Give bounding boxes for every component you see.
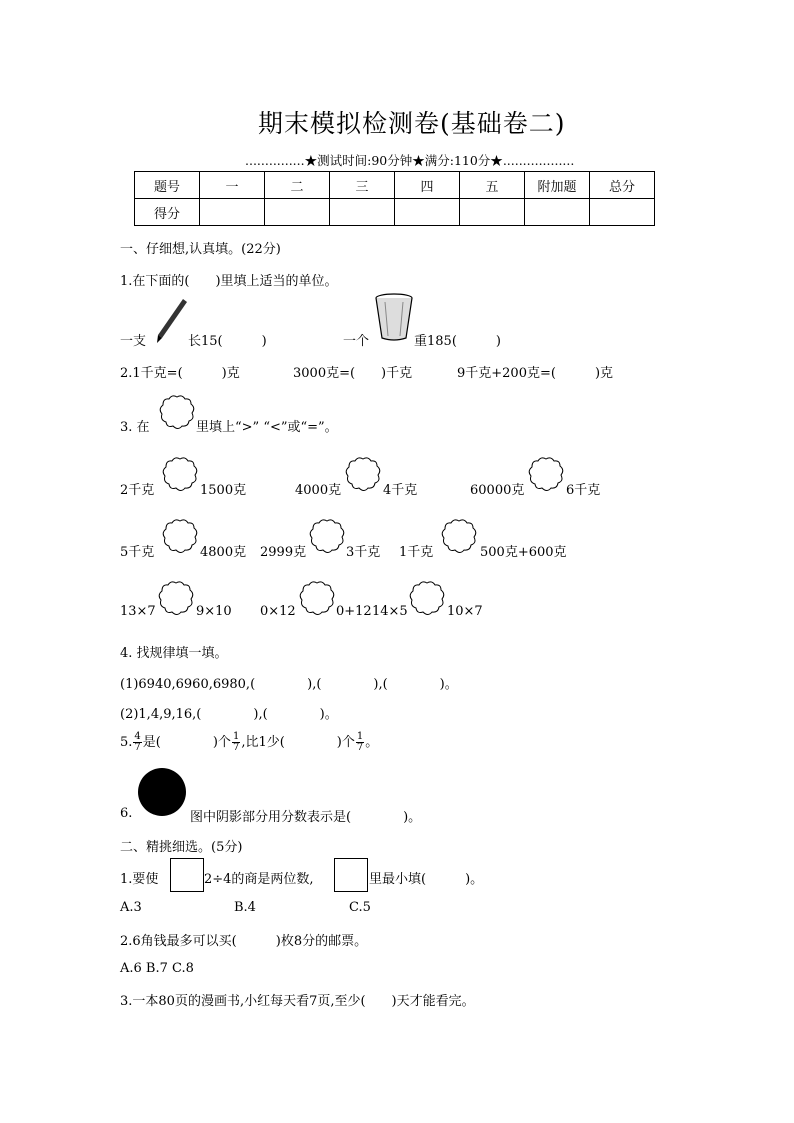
score-table-score-row <box>135 199 655 226</box>
q2-a: 2.1千克=( )克 <box>120 366 240 381</box>
q2-c: 9千克+200克=( )克 <box>457 366 614 381</box>
q1-text: 1.在下面的( )里填上适当的单位。 <box>120 274 338 289</box>
compare-left: 2999克 <box>260 545 307 560</box>
q1-a-right: 长15( ) <box>188 334 267 349</box>
compare-cloud[interactable] <box>409 580 445 616</box>
table-cell: 总分 <box>590 172 655 199</box>
q6-number: 6. <box>120 806 133 821</box>
fraction-denominator: 7 <box>134 742 141 753</box>
s2q2-options: A.6 B.7 C.8 <box>120 961 194 976</box>
q4-b: (2)1,4,9,16,( ),( )。 <box>120 707 338 722</box>
digit-box[interactable] <box>334 858 368 892</box>
s2q1-pre: 1.要使 <box>120 872 159 887</box>
compare-right: 4800克 <box>200 545 247 560</box>
compare-cloud[interactable] <box>345 456 381 492</box>
compare-cloud[interactable] <box>441 518 477 554</box>
compare-left: 1千克 <box>399 545 434 560</box>
compare-cloud[interactable] <box>158 580 194 616</box>
table-cell: 四 <box>395 172 460 199</box>
compare-left: 0×12 <box>260 604 296 619</box>
q1-b-left: 一个 <box>343 334 370 349</box>
compare-left: 60000克 <box>470 483 525 498</box>
table-cell: 二 <box>265 172 330 199</box>
score-input-cell[interactable] <box>395 199 460 226</box>
s2q1-post: 里最小填( )。 <box>369 872 484 887</box>
compare-cloud[interactable] <box>162 456 198 492</box>
section2-heading: 二、精挑细选。(5分) <box>120 840 243 855</box>
fraction-numerator: 1 <box>356 731 364 742</box>
compare-right: 6千克 <box>566 483 601 498</box>
score-input-cell[interactable] <box>460 199 525 226</box>
cloud-blank-icon <box>159 394 195 430</box>
page-title: 期末模拟检测卷(基础卷二) <box>258 109 566 138</box>
q3-intro-prefix: 3. 在 <box>120 420 150 435</box>
compare-right: 4千克 <box>383 483 418 498</box>
pencil-icon <box>150 296 190 346</box>
table-cell: 附加题 <box>525 172 590 199</box>
q6-text: 图中阴影部分用分数表示是( )。 <box>190 810 422 825</box>
score-input-cell[interactable] <box>330 199 395 226</box>
compare-left: 14×5 <box>372 604 408 619</box>
cup-icon <box>373 292 415 342</box>
table-cell: 三 <box>330 172 395 199</box>
compare-cloud[interactable] <box>528 456 564 492</box>
s2q2-text: 2.6角钱最多可以买( )枚8分的邮票。 <box>120 934 368 949</box>
section1-heading: 一、仔细想,认真填。(22分) <box>120 242 281 257</box>
dots-left: ............... <box>245 153 305 168</box>
score-table <box>134 171 655 226</box>
compare-cloud[interactable] <box>299 580 335 616</box>
table-cell: 题号 <box>135 172 200 199</box>
compare-left: 2千克 <box>120 483 155 498</box>
table-cell: 五 <box>460 172 525 199</box>
table-cell: 得分 <box>135 199 200 226</box>
shaded-circle-figure <box>137 767 187 817</box>
q1-b-right: 重185( ) <box>414 334 501 349</box>
score-table-header-row <box>135 172 655 199</box>
fraction-numerator: 1 <box>232 731 240 742</box>
q5-prefix: 5. <box>120 735 133 750</box>
digit-box[interactable] <box>170 858 204 892</box>
q5-mid1: 是( )个 <box>142 735 231 750</box>
q5-mid2: ,比1少( )个 <box>241 735 355 750</box>
compare-left: 13×7 <box>120 604 156 619</box>
compare-right: 9×10 <box>196 604 232 619</box>
q4-a: (1)6940,6960,6980,( ),( ),( )。 <box>120 677 458 692</box>
compare-cloud[interactable] <box>162 518 198 554</box>
exam-info <box>245 151 574 169</box>
option-b[interactable]: B.4 <box>234 900 256 915</box>
compare-right: 0+12 <box>336 604 372 619</box>
fraction <box>356 732 364 753</box>
q5-end: 。 <box>365 735 379 750</box>
compare-right: 3千克 <box>346 545 381 560</box>
compare-cloud[interactable] <box>309 518 345 554</box>
score-input-cell[interactable] <box>590 199 655 226</box>
dots-right: .................. <box>502 153 575 168</box>
fraction-denominator: 7 <box>356 742 364 753</box>
q5 <box>120 728 378 758</box>
q3-intro-suffix: 里填上“>” “<”或“=”。 <box>196 420 338 435</box>
fraction-numerator: 4 <box>134 731 141 742</box>
fraction-denominator: 7 <box>232 742 240 753</box>
table-cell: 一 <box>200 172 265 199</box>
score-input-cell[interactable] <box>200 199 265 226</box>
compare-right: 10×7 <box>447 604 483 619</box>
score-input-cell[interactable] <box>265 199 330 226</box>
score-input-cell[interactable] <box>525 199 590 226</box>
compare-left: 5千克 <box>120 545 155 560</box>
exam-info-text: ★测试时间:90分钟★满分:110分★ <box>304 153 503 168</box>
s2q1-mid: 2÷4的商是两位数, <box>204 872 314 887</box>
compare-right: 1500克 <box>200 483 247 498</box>
compare-left: 4000克 <box>295 483 342 498</box>
fraction <box>133 732 141 753</box>
option-c[interactable]: C.5 <box>349 900 371 915</box>
q4-text: 4. 找规律填一填。 <box>120 646 228 661</box>
fraction <box>232 732 240 753</box>
q2-b: 3000克=( )千克 <box>293 366 413 381</box>
q1-a-left: 一支 <box>120 334 147 349</box>
s2q3-text: 3.一本80页的漫画书,小红每天看7页,至少( )天才能看完。 <box>120 994 475 1009</box>
option-a[interactable]: A.3 <box>120 900 142 915</box>
compare-right: 500克+600克 <box>480 545 567 560</box>
